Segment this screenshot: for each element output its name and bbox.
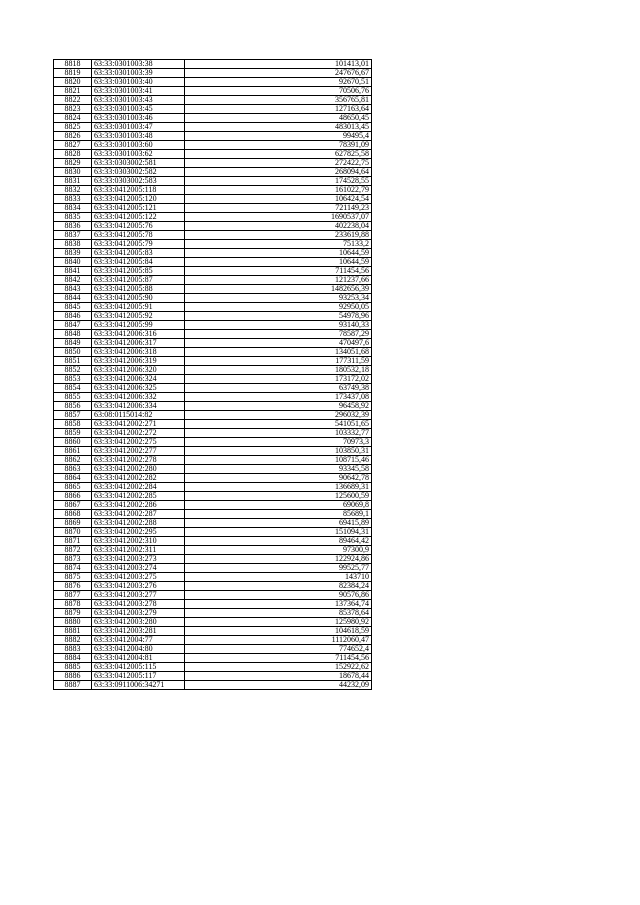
table-row	[54, 78, 372, 87]
row-number-cell: 8884	[54, 654, 92, 663]
cadastral-number-cell: 63:33:0412005:90	[92, 294, 185, 303]
cadastral-number-cell: 63:33:0303002:583	[92, 177, 185, 186]
row-number-cell: 8818	[54, 60, 92, 69]
cadastral-number-cell: 63:33:0412005:117	[92, 672, 185, 681]
cadastral-number-cell: 63:33:0412003:273	[92, 555, 185, 564]
table-row	[54, 393, 372, 402]
row-number-cell: 8885	[54, 663, 92, 672]
value-cell: 103332,77	[185, 429, 372, 438]
cadastral-number-cell: 63:33:0412005:118	[92, 186, 185, 195]
value-cell: 99495,4	[185, 132, 372, 141]
value-cell: 711454,56	[185, 654, 372, 663]
cadastral-number-cell: 63:33:0412006:332	[92, 393, 185, 402]
cadastral-number-cell: 63:33:0301003:41	[92, 87, 185, 96]
row-number-cell: 8873	[54, 555, 92, 564]
cadastral-value-table	[53, 59, 372, 690]
table-row	[54, 384, 372, 393]
cadastral-number-cell: 63:33:0303002:581	[92, 159, 185, 168]
cadastral-number-cell: 63:33:0412005:115	[92, 663, 185, 672]
cadastral-number-cell: 63:33:0412005:121	[92, 204, 185, 213]
cadastral-number-cell: 63:33:0412003:274	[92, 564, 185, 573]
table-row	[54, 222, 372, 231]
value-cell: 93345,58	[185, 465, 372, 474]
value-cell: 93253,34	[185, 294, 372, 303]
value-cell: 774652,4	[185, 645, 372, 654]
spreadsheet-page	[53, 59, 372, 690]
table-row	[54, 366, 372, 375]
table-row	[54, 474, 372, 483]
value-cell: 101413,01	[185, 60, 372, 69]
value-cell: 121237,66	[185, 276, 372, 285]
row-number-cell: 8868	[54, 510, 92, 519]
cadastral-number-cell: 63:33:0412005:122	[92, 213, 185, 222]
table-row	[54, 150, 372, 159]
table-row	[54, 591, 372, 600]
table-row	[54, 249, 372, 258]
table-row	[54, 204, 372, 213]
row-number-cell: 8855	[54, 393, 92, 402]
value-cell: 1112060,47	[185, 636, 372, 645]
cadastral-number-cell: 63:33:0412002:272	[92, 429, 185, 438]
table-row	[54, 672, 372, 681]
cadastral-number-cell: 63:33:0412005:87	[92, 276, 185, 285]
row-number-cell: 8846	[54, 312, 92, 321]
cadastral-number-cell: 63:33:0412005:99	[92, 321, 185, 330]
row-number-cell: 8841	[54, 267, 92, 276]
row-number-cell: 8874	[54, 564, 92, 573]
row-number-cell: 8871	[54, 537, 92, 546]
table-row	[54, 627, 372, 636]
value-cell: 180532,18	[185, 366, 372, 375]
table-row	[54, 195, 372, 204]
table-row	[54, 258, 372, 267]
row-number-cell: 8843	[54, 285, 92, 294]
row-number-cell: 8851	[54, 357, 92, 366]
value-cell: 103850,31	[185, 447, 372, 456]
row-number-cell: 8840	[54, 258, 92, 267]
table-row	[54, 636, 372, 645]
row-number-cell: 8824	[54, 114, 92, 123]
value-cell: 75133,2	[185, 240, 372, 249]
row-number-cell: 8847	[54, 321, 92, 330]
cadastral-number-cell: 63:33:0412005:76	[92, 222, 185, 231]
value-cell: 470497,6	[185, 339, 372, 348]
cadastral-number-cell: 63:33:0412006:325	[92, 384, 185, 393]
value-cell: 173437,08	[185, 393, 372, 402]
table-row	[54, 69, 372, 78]
table-body	[54, 60, 372, 690]
row-number-cell: 8838	[54, 240, 92, 249]
cadastral-number-cell: 63:33:0412005:88	[92, 285, 185, 294]
cadastral-number-cell: 63:33:0412002:280	[92, 465, 185, 474]
value-cell: 44232,09	[185, 681, 372, 690]
value-cell: 108715,46	[185, 456, 372, 465]
table-row	[54, 582, 372, 591]
cadastral-number-cell: 63:33:0412003:281	[92, 627, 185, 636]
value-cell: 78587,29	[185, 330, 372, 339]
value-cell: 18678,44	[185, 672, 372, 681]
table-row	[54, 663, 372, 672]
cadastral-number-cell: 63:33:0412002:310	[92, 537, 185, 546]
value-cell: 70973,3	[185, 438, 372, 447]
table-row	[54, 213, 372, 222]
cadastral-number-cell: 63:33:0412002:271	[92, 420, 185, 429]
value-cell: 93140,33	[185, 321, 372, 330]
row-number-cell: 8848	[54, 330, 92, 339]
cadastral-number-cell: 63:33:0412004:80	[92, 645, 185, 654]
table-row	[54, 96, 372, 105]
value-cell: 173172,02	[185, 375, 372, 384]
table-row	[54, 402, 372, 411]
cadastral-number-cell: 63:33:0412003:275	[92, 573, 185, 582]
row-number-cell: 8864	[54, 474, 92, 483]
row-number-cell: 8829	[54, 159, 92, 168]
cadastral-number-cell: 63:33:0412005:78	[92, 231, 185, 240]
table-row	[54, 564, 372, 573]
row-number-cell: 8878	[54, 600, 92, 609]
cadastral-number-cell: 63:08:0115014:82	[92, 411, 185, 420]
table-row	[54, 321, 372, 330]
value-cell: 92670,51	[185, 78, 372, 87]
row-number-cell: 8883	[54, 645, 92, 654]
table-row	[54, 681, 372, 690]
row-number-cell: 8853	[54, 375, 92, 384]
cadastral-number-cell: 63:33:0412004:77	[92, 636, 185, 645]
cadastral-number-cell: 63:33:0412004:81	[92, 654, 185, 663]
table-row	[54, 330, 372, 339]
row-number-cell: 8872	[54, 546, 92, 555]
cadastral-number-cell: 63:33:0301003:62	[92, 150, 185, 159]
table-row	[54, 375, 372, 384]
row-number-cell: 8859	[54, 429, 92, 438]
row-number-cell: 8850	[54, 348, 92, 357]
cadastral-number-cell: 63:33:0412005:85	[92, 267, 185, 276]
table-row	[54, 411, 372, 420]
row-number-cell: 8849	[54, 339, 92, 348]
row-number-cell: 8826	[54, 132, 92, 141]
table-row	[54, 420, 372, 429]
cadastral-number-cell: 63:33:0301003:40	[92, 78, 185, 87]
row-number-cell: 8863	[54, 465, 92, 474]
table-row	[54, 312, 372, 321]
table-row	[54, 285, 372, 294]
row-number-cell: 8836	[54, 222, 92, 231]
table-row	[54, 600, 372, 609]
value-cell: 402238,04	[185, 222, 372, 231]
cadastral-number-cell: 63:33:0412003:276	[92, 582, 185, 591]
value-cell: 89464,42	[185, 537, 372, 546]
value-cell: 85378,64	[185, 609, 372, 618]
row-number-cell: 8856	[54, 402, 92, 411]
value-cell: 136689,31	[185, 483, 372, 492]
row-number-cell: 8820	[54, 78, 92, 87]
table-row	[54, 519, 372, 528]
table-row	[54, 465, 372, 474]
row-number-cell: 8845	[54, 303, 92, 312]
value-cell: 483013,45	[185, 123, 372, 132]
row-number-cell: 8837	[54, 231, 92, 240]
row-number-cell: 8886	[54, 672, 92, 681]
row-number-cell: 8823	[54, 105, 92, 114]
cadastral-number-cell: 63:33:0412006:317	[92, 339, 185, 348]
table-row	[54, 141, 372, 150]
value-cell: 78391,09	[185, 141, 372, 150]
table-row	[54, 294, 372, 303]
value-cell: 721149,23	[185, 204, 372, 213]
table-row	[54, 240, 372, 249]
row-number-cell: 8866	[54, 492, 92, 501]
row-number-cell: 8870	[54, 528, 92, 537]
value-cell: 10644,59	[185, 249, 372, 258]
value-cell: 70506,76	[185, 87, 372, 96]
cadastral-number-cell: 63:33:0412006:316	[92, 330, 185, 339]
table-row	[54, 609, 372, 618]
row-number-cell: 8869	[54, 519, 92, 528]
value-cell: 92950,05	[185, 303, 372, 312]
cadastral-number-cell: 63:33:0303002:582	[92, 168, 185, 177]
cadastral-number-cell: 63:33:0412005:83	[92, 249, 185, 258]
value-cell: 711454,56	[185, 267, 372, 276]
cadastral-number-cell: 63:33:0412002:288	[92, 519, 185, 528]
cadastral-number-cell: 63:33:0412003:279	[92, 609, 185, 618]
table-row	[54, 168, 372, 177]
table-row	[54, 528, 372, 537]
cadastral-number-cell: 63:33:0412005:120	[92, 195, 185, 204]
value-cell: 541051,65	[185, 420, 372, 429]
cadastral-number-cell: 63:33:0412006:318	[92, 348, 185, 357]
table-row	[54, 348, 372, 357]
cadastral-number-cell: 63:33:0412002:286	[92, 501, 185, 510]
value-cell: 296032,39	[185, 411, 372, 420]
row-number-cell: 8876	[54, 582, 92, 591]
row-number-cell: 8825	[54, 123, 92, 132]
table-row	[54, 339, 372, 348]
table-row	[54, 501, 372, 510]
value-cell: 1690537,07	[185, 213, 372, 222]
row-number-cell: 8857	[54, 411, 92, 420]
table-row	[54, 618, 372, 627]
cadastral-number-cell: 63:33:0412002:282	[92, 474, 185, 483]
row-number-cell: 8828	[54, 150, 92, 159]
cadastral-number-cell: 63:33:0412006:319	[92, 357, 185, 366]
row-number-cell: 8844	[54, 294, 92, 303]
row-number-cell: 8862	[54, 456, 92, 465]
row-number-cell: 8879	[54, 609, 92, 618]
value-cell: 268094,64	[185, 168, 372, 177]
table-row	[54, 303, 372, 312]
table-row	[54, 537, 372, 546]
cadastral-number-cell: 63:33:0412002:278	[92, 456, 185, 465]
row-number-cell: 8819	[54, 69, 92, 78]
value-cell: 69069,8	[185, 501, 372, 510]
value-cell: 97300,9	[185, 546, 372, 555]
cadastral-number-cell: 63:33:0412006:320	[92, 366, 185, 375]
row-number-cell: 8877	[54, 591, 92, 600]
row-number-cell: 8839	[54, 249, 92, 258]
cadastral-number-cell: 63:33:0412002:295	[92, 528, 185, 537]
row-number-cell: 8858	[54, 420, 92, 429]
row-number-cell: 8821	[54, 87, 92, 96]
table-row	[54, 357, 372, 366]
cadastral-number-cell: 63:33:0412003:277	[92, 591, 185, 600]
value-cell: 104618,59	[185, 627, 372, 636]
table-row	[54, 276, 372, 285]
value-cell: 106424,54	[185, 195, 372, 204]
row-number-cell: 8882	[54, 636, 92, 645]
row-number-cell: 8852	[54, 366, 92, 375]
row-number-cell: 8831	[54, 177, 92, 186]
value-cell: 85689,1	[185, 510, 372, 519]
cadastral-number-cell: 63:33:0412005:91	[92, 303, 185, 312]
value-cell: 152922,62	[185, 663, 372, 672]
row-number-cell: 8830	[54, 168, 92, 177]
table-row	[54, 177, 372, 186]
cadastral-number-cell: 63:33:0301003:38	[92, 60, 185, 69]
value-cell: 356765,81	[185, 96, 372, 105]
cadastral-number-cell: 63:33:0301003:47	[92, 123, 185, 132]
value-cell: 137364,74	[185, 600, 372, 609]
value-cell: 247676,67	[185, 69, 372, 78]
value-cell: 174528,55	[185, 177, 372, 186]
cadastral-number-cell: 63:33:0301003:46	[92, 114, 185, 123]
value-cell: 63749,38	[185, 384, 372, 393]
row-number-cell: 8881	[54, 627, 92, 636]
row-number-cell: 8842	[54, 276, 92, 285]
cadastral-number-cell: 63:33:0412005:92	[92, 312, 185, 321]
cadastral-number-cell: 63:33:0412002:275	[92, 438, 185, 447]
table-row	[54, 510, 372, 519]
table-row	[54, 456, 372, 465]
cadastral-number-cell: 63:33:0412005:79	[92, 240, 185, 249]
table-row	[54, 123, 372, 132]
table-row	[54, 645, 372, 654]
row-number-cell: 8835	[54, 213, 92, 222]
row-number-cell: 8834	[54, 204, 92, 213]
cadastral-number-cell: 63:33:0412003:278	[92, 600, 185, 609]
table-row	[54, 573, 372, 582]
value-cell: 143710	[185, 573, 372, 582]
value-cell: 96458,92	[185, 402, 372, 411]
value-cell: 125600,59	[185, 492, 372, 501]
cadastral-number-cell: 63:33:0412005:84	[92, 258, 185, 267]
table-row	[54, 159, 372, 168]
cadastral-number-cell: 63:33:0412006:334	[92, 402, 185, 411]
row-number-cell: 8887	[54, 681, 92, 690]
value-cell: 10644,59	[185, 258, 372, 267]
table-row	[54, 132, 372, 141]
value-cell: 151094,31	[185, 528, 372, 537]
value-cell: 1482656,39	[185, 285, 372, 294]
cadastral-number-cell: 63:33:0412002:287	[92, 510, 185, 519]
table-row	[54, 186, 372, 195]
value-cell: 127163,64	[185, 105, 372, 114]
table-row	[54, 105, 372, 114]
row-number-cell: 8865	[54, 483, 92, 492]
cadastral-number-cell: 63:33:0301003:43	[92, 96, 185, 105]
table-row	[54, 114, 372, 123]
cadastral-number-cell: 63:33:0412002:285	[92, 492, 185, 501]
row-number-cell: 8860	[54, 438, 92, 447]
table-row	[54, 447, 372, 456]
row-number-cell: 8854	[54, 384, 92, 393]
table-row	[54, 654, 372, 663]
row-number-cell: 8833	[54, 195, 92, 204]
cadastral-number-cell: 63:33:0301003:45	[92, 105, 185, 114]
cadastral-number-cell: 63:33:0412002:284	[92, 483, 185, 492]
value-cell: 627825,58	[185, 150, 372, 159]
cadastral-number-cell: 63:33:0412006:324	[92, 375, 185, 384]
value-cell: 134051,68	[185, 348, 372, 357]
value-cell: 272422,75	[185, 159, 372, 168]
row-number-cell: 8867	[54, 501, 92, 510]
table-row	[54, 483, 372, 492]
cadastral-number-cell: 63:33:0911006:34271	[92, 681, 185, 690]
row-number-cell: 8832	[54, 186, 92, 195]
value-cell: 82384,24	[185, 582, 372, 591]
value-cell: 54978,96	[185, 312, 372, 321]
cadastral-number-cell: 63:33:0301003:39	[92, 69, 185, 78]
value-cell: 161022,79	[185, 186, 372, 195]
table-row	[54, 60, 372, 69]
value-cell: 48650,45	[185, 114, 372, 123]
value-cell: 90642,78	[185, 474, 372, 483]
table-row	[54, 231, 372, 240]
table-row	[54, 429, 372, 438]
table-row	[54, 492, 372, 501]
value-cell: 122924,86	[185, 555, 372, 564]
table-row	[54, 87, 372, 96]
cadastral-number-cell: 63:33:0301003:60	[92, 141, 185, 150]
cadastral-number-cell: 63:33:0412002:311	[92, 546, 185, 555]
table-row	[54, 267, 372, 276]
cadastral-number-cell: 63:33:0412002:277	[92, 447, 185, 456]
value-cell: 177311,59	[185, 357, 372, 366]
row-number-cell: 8875	[54, 573, 92, 582]
row-number-cell: 8822	[54, 96, 92, 105]
table-row	[54, 438, 372, 447]
table-row	[54, 555, 372, 564]
row-number-cell: 8827	[54, 141, 92, 150]
row-number-cell: 8880	[54, 618, 92, 627]
value-cell: 69415,89	[185, 519, 372, 528]
cadastral-number-cell: 63:33:0412003:280	[92, 618, 185, 627]
value-cell: 99525,77	[185, 564, 372, 573]
table-row	[54, 546, 372, 555]
cadastral-number-cell: 63:33:0301003:48	[92, 132, 185, 141]
value-cell: 125980,92	[185, 618, 372, 627]
value-cell: 233619,88	[185, 231, 372, 240]
row-number-cell: 8861	[54, 447, 92, 456]
value-cell: 90576,86	[185, 591, 372, 600]
